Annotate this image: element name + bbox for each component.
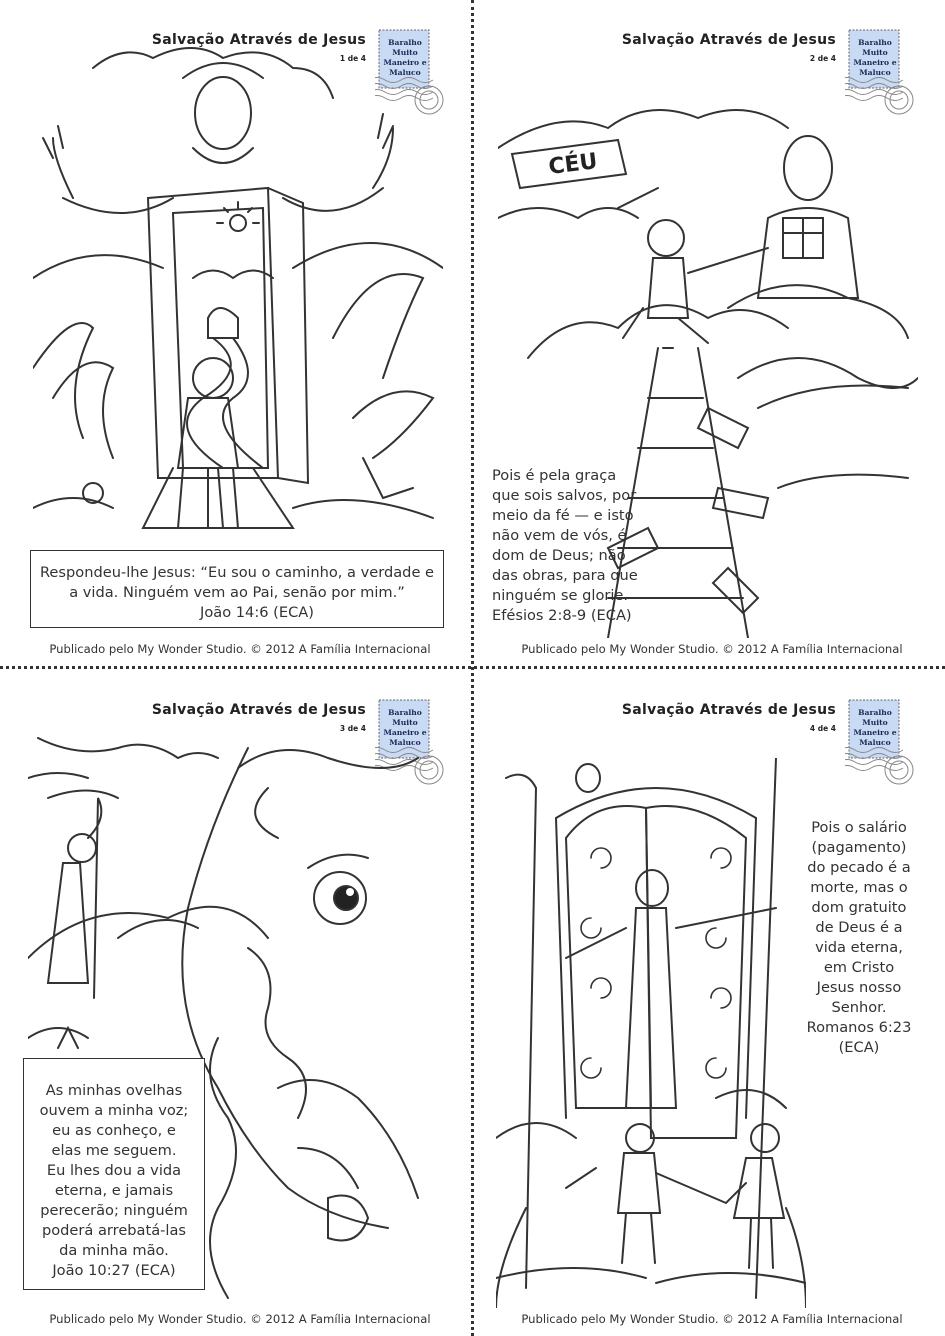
- scripture-caption: Pois é pela graça que sois salvos, por meio da fé — e isto não vem de vós, é dom de Deus; não das obras, para que ninguém se glorie. Efésios 2:8-9 (ECA): [492, 467, 638, 624]
- card-number: 4 de 4: [809, 724, 836, 733]
- card-title: Salvação Através de Jesus: [621, 32, 836, 48]
- card-title: Salvação Através de Jesus: [151, 702, 366, 718]
- card-number: 3 de 4: [339, 724, 366, 733]
- stamp-label: Baralho Muito Maneiro e Maluco: [383, 38, 427, 77]
- card-title: Salvação Através de Jesus: [151, 32, 366, 48]
- card-number: 2 de 4: [809, 54, 836, 63]
- stamp-label: Baralho Muito Maneiro e Maluco: [383, 708, 427, 747]
- scripture-caption: Pois o salário (pagamento) do pecado é a morte, mas o dom gratuito de Deus é a vida eterna, em Cristo Jesus nosso Senhor. Romanos 6:23 (ECA): [806, 819, 912, 1056]
- stamp-label: Baralho Muito Maneiro e Maluco: [853, 708, 897, 747]
- scripture-caption: Respondeu-lhe Jesus: “Eu sou o caminho, a verdade e a vida. Ninguém vem ao Pai, senão por mim.” João 14:6 (ECA): [30, 550, 444, 628]
- scripture-caption: As minhas ovelhas ouvem a minha voz; eu as conheço, e elas me seguem. Eu lhes dou a vida eterna, e jamais perecerão; ninguém poderá arrebatá-las da minha mão. João 10:27 (ECA): [23, 1058, 205, 1290]
- card-number: 1 de 4: [339, 54, 366, 63]
- heaven-sign-label: CÉU: [547, 149, 599, 180]
- publisher-footer: Publicado pelo My Wonder Studio. © 2012 A Família Internacional: [521, 1312, 903, 1326]
- card-4: [488, 688, 928, 1328]
- stamp-label: Baralho Muito Maneiro e Maluco: [853, 38, 897, 77]
- horizontal-cut-line: [0, 666, 945, 669]
- publisher-footer: Publicado pelo My Wonder Studio. © 2012 A Família Internacional: [49, 1312, 431, 1326]
- card-2: [488, 18, 928, 658]
- publisher-footer: Publicado pelo My Wonder Studio. © 2012 A Família Internacional: [49, 642, 431, 656]
- card-1: [18, 18, 458, 658]
- publisher-footer: Publicado pelo My Wonder Studio. © 2012 A Família Internacional: [521, 642, 903, 656]
- heaven-gates-illustration: [496, 758, 806, 1308]
- jesus-door-illustration: [33, 38, 443, 553]
- card-3: [18, 688, 458, 1328]
- card-title: Salvação Através de Jesus: [621, 702, 836, 718]
